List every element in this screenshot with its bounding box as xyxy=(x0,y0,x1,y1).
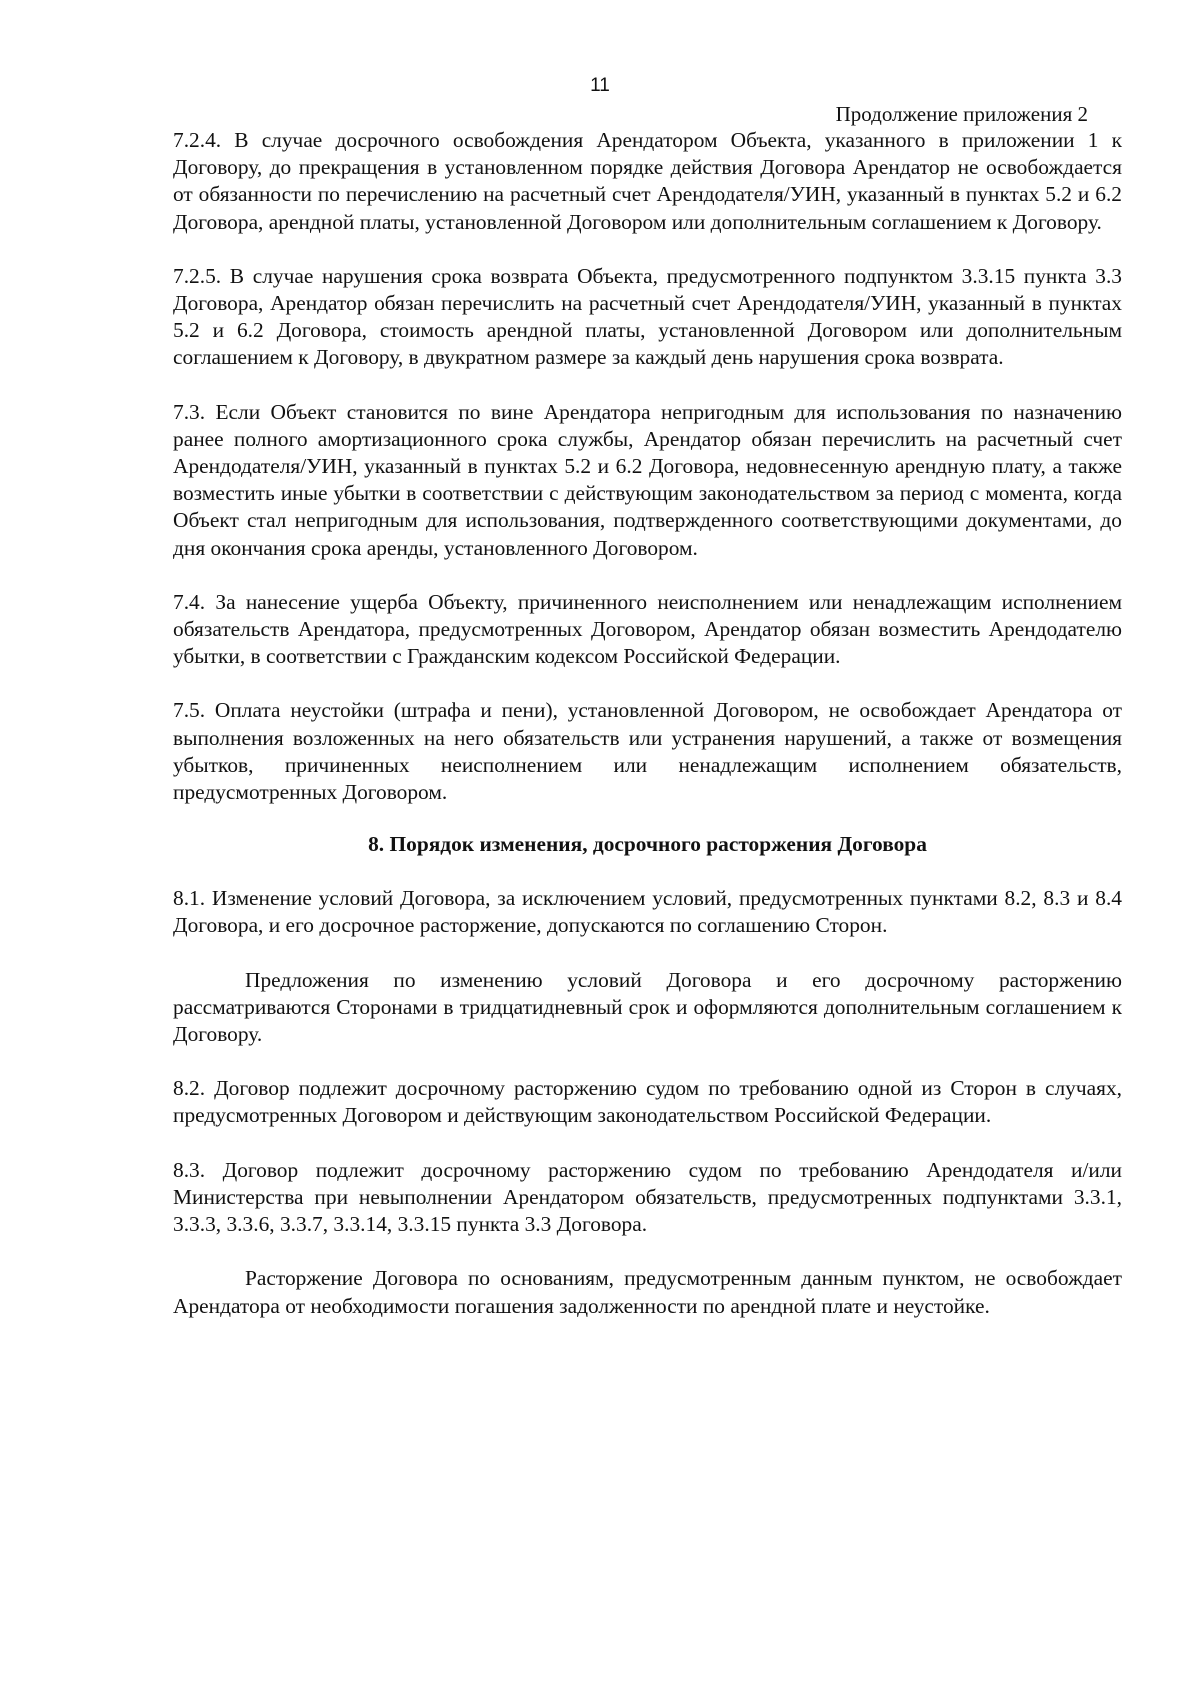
section-heading-8: 8. Порядок изменения, досрочного расторжения Договора xyxy=(368,832,927,857)
paragraph-7-5: 7.5. Оплата неустойки (штрафа и пени), установленной Договором, не освобождает Арендатора от выполнения возложенных на него обязательств или устранения нарушений, а также от возмещения убытков, причиненных неисполнением или ненадлежащим исполнением обязательств, предусмотренных Договором. xyxy=(173,698,1122,805)
paragraph-8-1: 8.1. Изменение условий Договора, за исключением условий, предусмотренных пунктами 8.2, 8.3 и 8.4 Договора, и его досрочное расторжение, допускаются по соглашению Сторон. xyxy=(173,886,1122,938)
paragraph-8-3: 8.3. Договор подлежит досрочному расторжению судом по требованию Арендодателя и/или Министерства при невыполнении Арендатором обязательств, предусмотренных подпунктами 3.3.1, 3.3.3, 3.3.6, 3.3.7, 3.3.14, 3.3.15 пункта 3.3 Договора. xyxy=(173,1157,1122,1237)
appendix-continuation-note: Продолжение приложения 2 xyxy=(835,102,1088,126)
document-body xyxy=(173,127,1122,1320)
page-number: 11 xyxy=(590,75,610,96)
paragraph-7-2-5: 7.2.5. В случае нарушения срока возврата Объекта, предусмотренного подпунктом 3.3.15 пункта 3.3 Договора, Арендатор обязан перечислить на расчетный счет Арендодателя/УИН, указанный в пунктах 5.2 и 6.2 Договора, стоимость арендной платы, установленной Договором или дополнительным соглашением к Договору, в двукратном размере за каждый день нарушения срока возврата. xyxy=(173,263,1122,370)
paragraph-7-2-4: 7.2.4. В случае досрочного освобождения Арендатором Объекта, указанного в приложении 1 к Договору, до прекращения в установленном порядке действия Договора Арендатор не освобождается от обязанности по перечислению на расчетный счет Арендодателя/УИН, указанный в пунктах 5.2 и 6.2 Договора, арендной платы, установленной Договором или дополнительным соглашением к Договору. xyxy=(173,128,1122,234)
paragraph-8-3-termination: Расторжение Договора по основаниям, предусмотренным данным пунктом, не освобождает Арендатора от необходимости погашения задолженности по арендной плате и неустойке. xyxy=(173,1266,1122,1318)
paragraph-7-3: 7.3. Если Объект становится по вине Арендатора непригодным для использования по назначению ранее полного амортизационного срока службы, Арендатор обязан перечислить на расчетный счет Арендодателя/УИН, указанный в пунктах 5.2 и 6.2 Договора, недовнесенную арендную плату, а также возместить иные убытки в соответствии с действующим законодательством за период с момента, когда Объект стал непригодным для использования, подтвержденного соответствующими документами, до дня окончания срока аренды, установленного Договором. xyxy=(173,399,1122,560)
paragraph-7-4: 7.4. За нанесение ущерба Объекту, причиненного неисполнением или ненадлежащим исполнением обязательств Арендатора, предусмотренных Договором, Арендатор обязан возместить Арендодателю убытки, в соответствии с Гражданским кодексом Российской Федерации. xyxy=(173,589,1122,669)
paragraph-8-1-proposals: Предложения по изменению условий Договора и его досрочному расторжению рассматриваются Сторонами в тридцатидневный срок и оформляются дополнительным соглашением к Договору. xyxy=(173,967,1122,1047)
paragraph-8-2: 8.2. Договор подлежит досрочному расторжению судом по требованию одной из Сторон в случаях, предусмотренных Договором и действующим законодательством Российской Федерации. xyxy=(173,1076,1122,1128)
